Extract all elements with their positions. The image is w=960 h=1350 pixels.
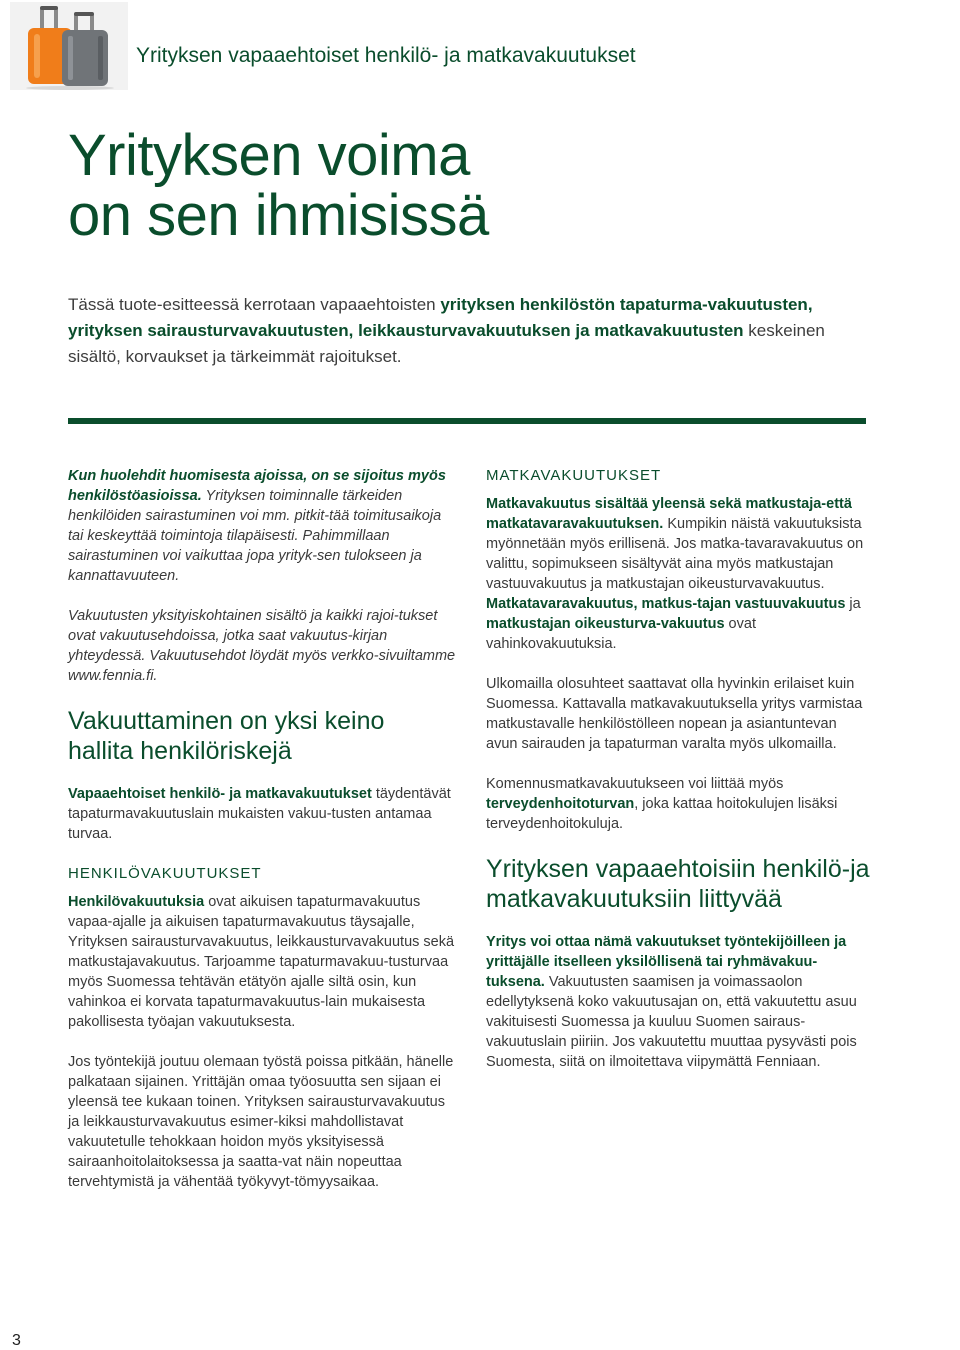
section-heading-risks: Vakuuttaminen on yksi keino hallita henkilöriskejä bbox=[68, 707, 385, 765]
section-divider bbox=[68, 418, 866, 424]
header-title: Yrityksen vapaaehtoiset henkilö- ja matkavakuutukset bbox=[136, 44, 636, 67]
heading-personal-insurance: HENKILÖVAKUUTUKSET bbox=[68, 865, 262, 882]
left-column bbox=[68, 466, 456, 1212]
suitcases-icon bbox=[10, 2, 128, 90]
section-heading-related: Yrityksen vapaaehtoisiin henkilö-ja matkavakuutuksiin liittyvää bbox=[486, 855, 870, 913]
intro-paragraph: Tässä tuote-esitteessä kerrotaan vapaaehtoisten yrityksen henkilöstön tapaturma-vakuutusten, yrityksen sairausturvavakuutusten, leikkausturvavakuutuksen ja matkavakuutusten keskeinen sisältö, korvaukset ja tärkeimmät rajoitukset. bbox=[68, 295, 825, 366]
paragraph-supplementary: Vapaaehtoiset henkilö- ja matkavakuutukset täydentävät tapaturmavakuutuslain mukaisten vakuu-tusten antamaa turvaa. bbox=[68, 786, 451, 842]
paragraph-business-trip: Komennusmatkavakuutukseen voi liittää myös terveydenhoitoturvan, joka kattaa hoitokulujen lisäksi terveydenhoitokuluja. bbox=[486, 776, 838, 832]
page-number: 3 bbox=[12, 1332, 21, 1349]
right-column bbox=[486, 466, 870, 1092]
paragraph-abroad: Ulkomailla olosuhteet saattavat olla hyvinkin erilaiset kuin Suomessa. Kattavalla matkavakuutuksella yritys varmistaa matkustavalle henkilöstölleen nopean ja asiantuntevan avun sairauden ja tapaturman varalta myös ulkomailla. bbox=[486, 676, 863, 752]
page-title-line2: on sen ihmisissä bbox=[68, 183, 489, 248]
paragraph-personal-insurance: Henkilövakuutuksia ovat aikuisen tapaturmavakuutus vapaa-ajalle ja aikuisen tapaturmavakuutus täysajalle, Yrityksen sairausturvavakuutus, leikkausturvavakuutus sekä matkustajavakuutus. Tarjoamme tapaturmavakuu-tusturvaa myös Suomessa tehtävän etätyön ajalle siltä osin, kun vahinkoa ei korvata tapaturmavakuutus-lain mukaisesta pakollisesta työajan vakuutuksesta. bbox=[68, 894, 455, 1030]
header-title-emph: henkilö- ja matkavakuutukset bbox=[364, 44, 636, 67]
page-title-line1: Yrityksen voima bbox=[68, 123, 470, 188]
paragraph-substitute: Jos työntekijä joutuu olemaan työstä poissa pitkään, hänelle palkataan sijainen. Yrittäjän omaa työosuutta sen sijaan ei yleensä tee kukaan toinen. Yrityksen sairausturvavakuutus ja leikkausturvavakuutus esimer-kiksi mahdollistavat vakuutetulle tehokkaan hoidon myös yksityisessä sairaanhoitolaitoksessa ja saatta-vat näin nopeuttaa tervehtymistä ja vähentää työkyvyt-tömyysaikaa. bbox=[68, 1054, 454, 1190]
paragraph-travel-insurance: Matkavakuutus sisältää yleensä sekä matkustaja-että matkatavaravakuutuksen. Kumpikin näistä vakuutuksista myönnetään myös erillisenä. Jos matka-tavaravakuutus on valittu, sopimukseen sisältyvät aina myös matkustajan vastuuvakuutus ja matkustajan oikeusturvavakuutus. Matkatavaravakuutus, matkus-tajan vastuuvakuutus ja matkustajan oikeusturva-vakuutus ovat vahinkovakuutuksia. bbox=[486, 496, 864, 652]
lead-quote-2: Vakuutusten yksityiskohtainen sisältö ja kaikki rajoi-tukset ovat vakuutusehdoissa, jotka saat vakuutus-kirjan yhteydessä. Vakuutusehdot löydät myös verkko-sivuiltamme www.fennia.fi. bbox=[68, 608, 456, 684]
lead-quote: Kun huolehdit huomisesta ajoissa, on se sijoitus myös henkilöstöasioissa. Yrityksen toiminnalle tärkeiden henkilöiden sairastuminen voi mm. pitkit-tää toimitusaikoja tai keskeyttää toimintoja tilapäisesti. Pahimmillaan sairastuminen voi vaikuttaa jopa yrityk-sen tulokseen ja kannattavuuteen. bbox=[68, 468, 446, 584]
heading-travel-insurance: MATKAVAKUUTUKSET bbox=[486, 467, 662, 484]
paragraph-eligibility: Yritys voi ottaa nämä vakuutukset työntekijöilleen ja yrittäjälle itselleen yksilöllisenä tai ryhmävakuu-tuksena. Vakuutusten saamisen ja voimassaolon edellytyksenä koko vakuutusajan on, että vakuutettu asuu vakituisesti Suomessa ja kuuluu Suomen sairaus-vakuutuslain piiriin. Jos vakuutettu muuttaa pysyvästi pois Suomesta, siitä on ilmoitettava viipymättä Fenniaan. bbox=[486, 934, 857, 1070]
page-title bbox=[68, 123, 489, 248]
